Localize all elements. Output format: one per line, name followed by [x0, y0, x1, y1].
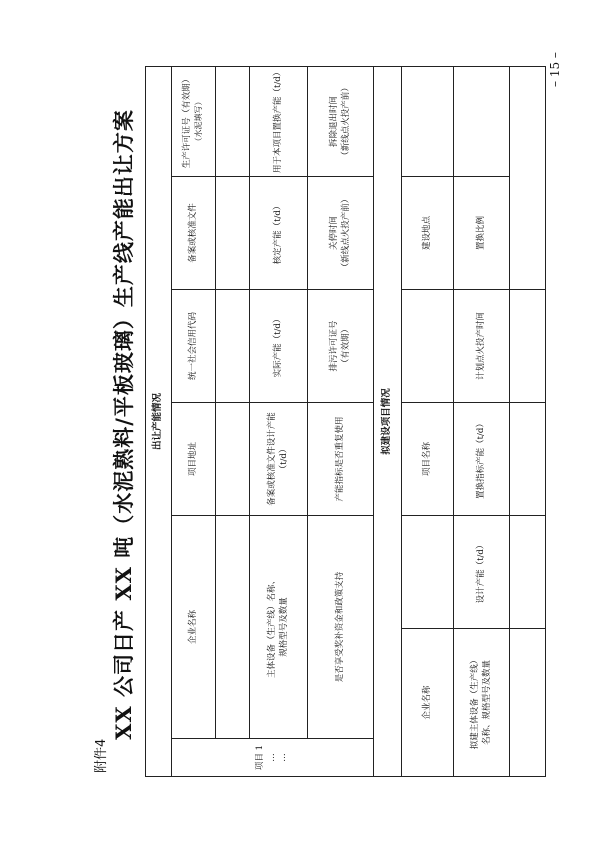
proposed-project-label: 项目名称 — [402, 403, 454, 516]
proposed-ignition-time-value[interactable] — [510, 290, 546, 403]
outgoing-row-3 — [308, 66, 374, 776]
proposed-company-label: 企业名称 — [402, 629, 454, 777]
design-capacity-label-line2: （t/d） — [278, 444, 289, 474]
outgoing-section-header: 出让产能情况 — [146, 66, 172, 776]
filing-doc-label: 备案或核准文件 — [172, 177, 216, 290]
design-capacity-label — [250, 403, 308, 516]
equipment-label — [250, 516, 308, 739]
project-address-label: 项目地址 — [172, 403, 216, 516]
proposed-header-row — [374, 66, 402, 776]
license-value[interactable] — [216, 66, 250, 176]
proposed-equipment-value[interactable] — [510, 629, 546, 777]
outgoing-row-2 — [250, 66, 308, 776]
dismantle-label — [308, 66, 374, 176]
shutdown-label — [308, 177, 374, 290]
license-label-line2: （水泥填写） — [193, 97, 203, 146]
proposed-equipment-label — [454, 629, 510, 777]
company-name-label: 企业名称 — [172, 516, 216, 739]
subsidy-label: 是否享受奖补资金和政策支持 — [308, 516, 374, 739]
shutdown-line2: （新线点火投产前） — [340, 194, 351, 272]
actual-capacity-label: 实际产能（t/d） — [250, 290, 308, 403]
proposed-row-1 — [402, 66, 454, 776]
outgoing-row-1-values — [216, 66, 250, 776]
ellipsis-1: … — [266, 753, 277, 762]
capacity-transfer-table — [145, 66, 546, 777]
design-capacity-label-line1: 备案或核准文件设计产能 — [267, 412, 278, 506]
ellipsis-2: … — [278, 753, 289, 762]
proposed-location-value[interactable] — [402, 66, 454, 176]
equipment-label-line2: 规格型号及数量 — [278, 597, 289, 657]
license-label-line1: 生产许可证号（有效期） — [182, 74, 193, 169]
shutdown-line1: 关停时间 — [329, 216, 340, 251]
proposed-equipment-line2: 名称、规格型号及数量 — [481, 660, 492, 746]
project-address-value[interactable] — [216, 403, 250, 516]
project-label-cell — [172, 739, 374, 777]
pollution-permit-line2: （有效期） — [340, 324, 351, 368]
proposed-ignition-time-label: 计划点火投产时间 — [454, 290, 510, 403]
reuse-label: 产能指标是否重复使用 — [308, 403, 374, 516]
replacement-capacity-label: 用于本项目置换产能（t/d） — [250, 66, 308, 176]
proposed-project-value[interactable] — [402, 290, 454, 403]
page-number: – 15 – — [548, 52, 562, 87]
license-label — [172, 66, 216, 176]
credit-code-value[interactable] — [216, 290, 250, 403]
proposed-ratio-value[interactable] — [454, 66, 510, 176]
proposed-design-capacity-label: 设计产能（t/d） — [454, 516, 510, 629]
proposed-extra-value[interactable] — [510, 66, 546, 289]
credit-code-label: 统一社会信用代码 — [172, 290, 216, 403]
equipment-label-line1: 主体设备（生产线）名称、 — [267, 576, 278, 679]
project-label: 项目 1 — [255, 744, 266, 771]
filing-doc-value[interactable] — [216, 177, 250, 290]
annex-label: 附件4 — [94, 738, 109, 773]
proposed-equipment-line1: 拟建主体设备（生产线） — [470, 655, 481, 750]
proposed-row-2 — [454, 66, 510, 776]
proposed-ratio-label: 置换比例 — [454, 177, 510, 290]
proposed-row-3 — [510, 66, 546, 776]
proposed-design-capacity-value[interactable] — [510, 516, 546, 629]
dismantle-line2: （新线点火投产前） — [340, 83, 351, 160]
pollution-permit-line1: 排污许可证号 — [329, 320, 340, 372]
proposed-section-header: 拟建设项目情况 — [374, 66, 402, 776]
proposed-company-value[interactable] — [402, 516, 454, 629]
outgoing-header-row — [146, 66, 172, 776]
proposed-replacement-quota-label: 置换指标产能（t/d） — [454, 403, 510, 516]
outgoing-row-1 — [172, 66, 216, 776]
company-name-value[interactable] — [216, 516, 250, 739]
dismantle-line1: 拆除退出时间 — [329, 95, 340, 147]
proposed-replacement-quota-value[interactable] — [510, 403, 546, 516]
page-title: XX 公司日产 XX 吨（水泥熟料/平板玻璃）生产线产能出让方案 — [111, 109, 136, 740]
proposed-location-label: 建设地点 — [402, 177, 454, 290]
pollution-permit-label — [308, 290, 374, 403]
approved-capacity-label: 核定产能（t/d） — [250, 177, 308, 290]
